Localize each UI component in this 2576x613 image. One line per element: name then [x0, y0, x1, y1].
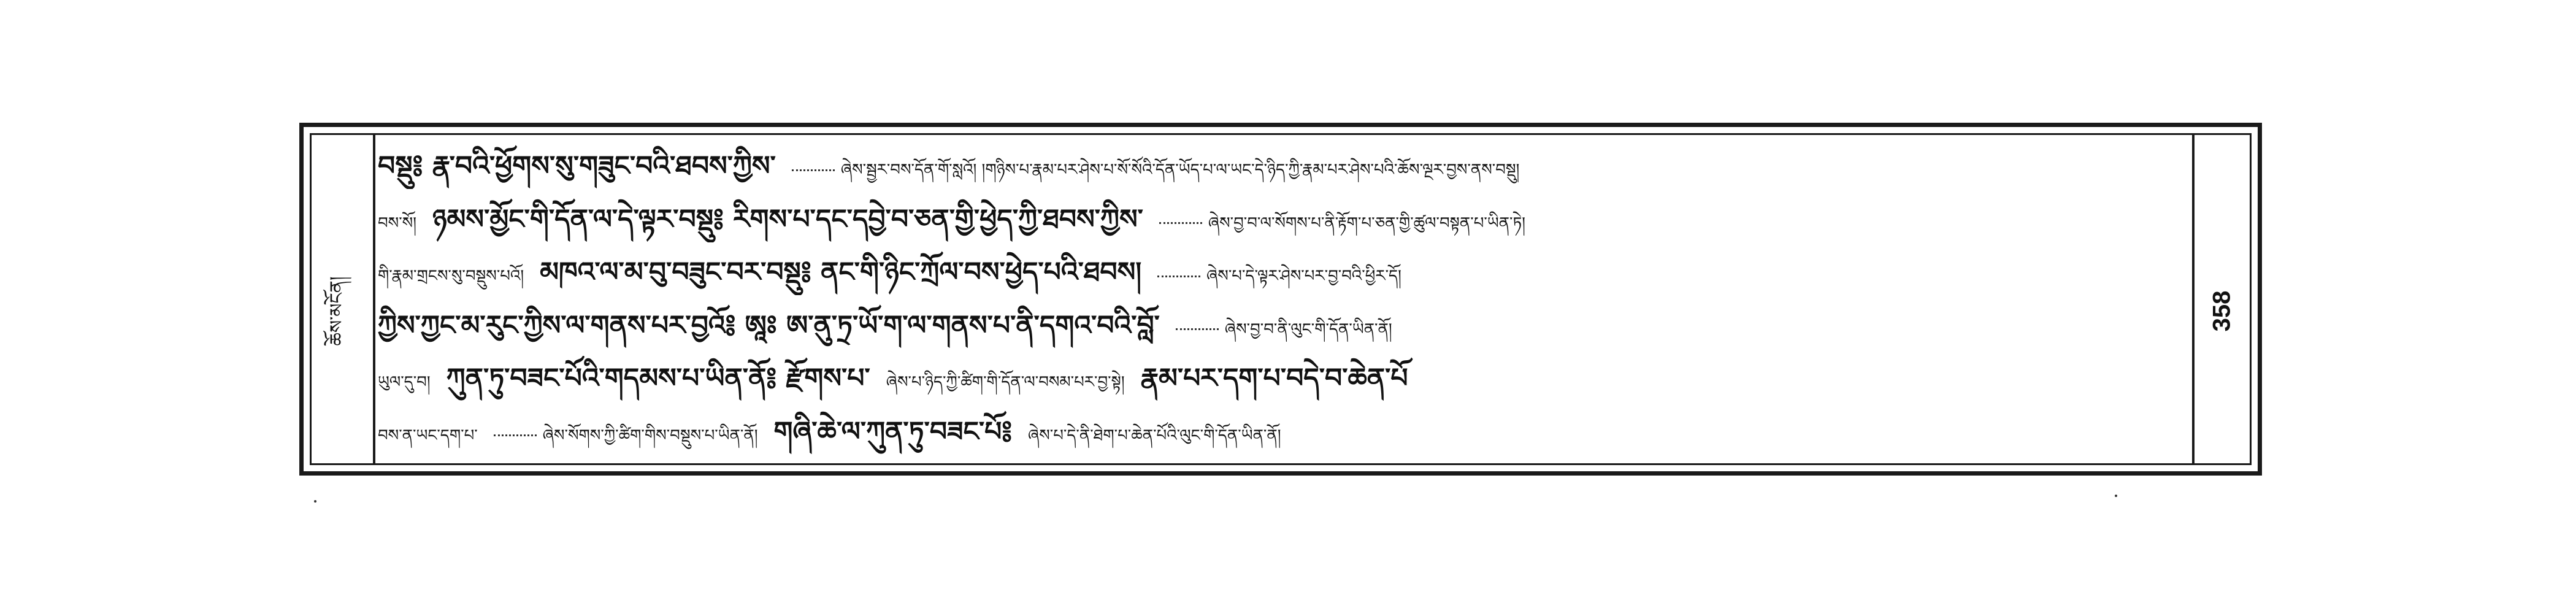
root-text: ཀྱིས་ཀྱང་མ་རུང་ཀྱིས་ལ་གནས་པར་བྱའོ༔ ཨཱཿ ཨ་ནུ་ཏྲ་ཡོ་ག་ལ་གནས་པ་ནི་དགའ་བའི་བློ་	[378, 309, 1160, 341]
commentary-text: ཞེས་པ་ཉིད་ཀྱི་ཚིག་གི་དོན་ལ་བསམ་པར་བྱ་སྟེ།	[886, 373, 1125, 392]
commentary-text: ཞེས་བྱ་བ་ལ་སོགས་པ་ནི་རྟོག་པ་ཅན་གྱི་ཚུལ་བསྟན་པ་ཡིན་ཏེ།	[1208, 214, 1526, 233]
root-text: བསྡུ༔ རྣ་བའི་ཕྱོགས་སུ་གཟུང་བའི་ཐབས་ཀྱིས་	[378, 150, 776, 182]
dotted-connector	[1159, 215, 1202, 224]
text-line	[378, 356, 2190, 401]
commentary-text: ཞེས་པ་དེ་ནི་ཐེག་པ་ཆེན་པོའི་ལུང་གི་དོན་ཡིན་ནོ།	[1028, 426, 1281, 445]
dotted-connector	[1176, 321, 1219, 330]
commentary-text: ཞེས་སྦྱར་བས་དོན་གོ་སླའོ། །གཉིས་པ་རྣམ་པར་ཤེས་པ་སོ་སོའི་དོན་ཡོད་པ་ལ་ཡང་དེ་ཉིད་ཀྱི་རྣམ་པར་ཤེས་པའི་ཆོས་ལྔར་བྱས་ནས་བསྡུ།	[840, 161, 1520, 179]
commentary-text: བས་སོ།	[378, 214, 416, 233]
margin-title: ཆོས་མངོན།	[326, 276, 348, 346]
text-line	[378, 250, 2190, 295]
commentary-text: ཞེས་པ་དེ་ལྟར་ཤེས་པར་བྱ་བའི་ཕྱིར་དོ།	[1206, 267, 1401, 286]
left-margin	[312, 135, 375, 463]
commentary-text: ཞེས་བྱ་བ་ནི་ལུང་གི་དོན་ཡིན་ནོ།	[1224, 320, 1392, 339]
text-line	[378, 303, 2190, 349]
commentary-text: བས་ན་ཡང་དག་པ་	[378, 426, 478, 445]
dotted-connector	[792, 162, 835, 171]
root-text: རྣམ་པར་དག་པ་བདེ་བ་ཆེན་པོ	[1140, 363, 1408, 395]
stray-ink-dot	[314, 500, 316, 503]
root-text: གཞི་ཆེ་ལ་ཀུན་ཏུ་བཟང་པོ༔	[773, 415, 1012, 447]
page-number: 358	[2208, 290, 2236, 332]
text-line	[378, 197, 2190, 242]
folio-frame	[299, 123, 2262, 476]
text-line	[378, 409, 2190, 455]
commentary-text: ཡུལ་དུ་བ།	[378, 373, 431, 392]
commentary-text: གི་རྣམ་གྲངས་སུ་བསྡུས་པའོ།	[378, 267, 524, 286]
inner-frame	[310, 133, 2252, 465]
root-text: མཁའ་ལ་མ་བུ་བཟུང་བར་བསྡུ༔ ནང་གི་ཉིང་ཀྲོལ་བས་ཕྱེད་པའི་ཐབས།	[540, 256, 1142, 288]
text-line	[378, 144, 2190, 189]
right-margin	[2192, 135, 2250, 463]
root-text: ཀུན་ཏུ་བཟང་པོའི་གདམས་པ་ཡིན་ནོ༔ རྫོགས་པ་	[446, 363, 870, 395]
text-block	[378, 144, 2190, 455]
commentary-text: ཞེས་སོགས་ཀྱི་ཚིག་གིས་བསྡུས་པ་ཡིན་ནོ།	[542, 426, 758, 445]
stray-ink-dot	[2115, 495, 2117, 497]
dotted-connector	[1157, 268, 1200, 277]
root-text: ཉམས་མྱོང་གི་དོན་ལ་དེ་ལྟར་བསྡུ༔ རིགས་པ་དང་དབྱེ་བ་ཅན་གྱི་ཕྱེད་ཀྱི་ཐབས་ཀྱིས་	[432, 203, 1143, 235]
dotted-connector	[494, 427, 537, 436]
